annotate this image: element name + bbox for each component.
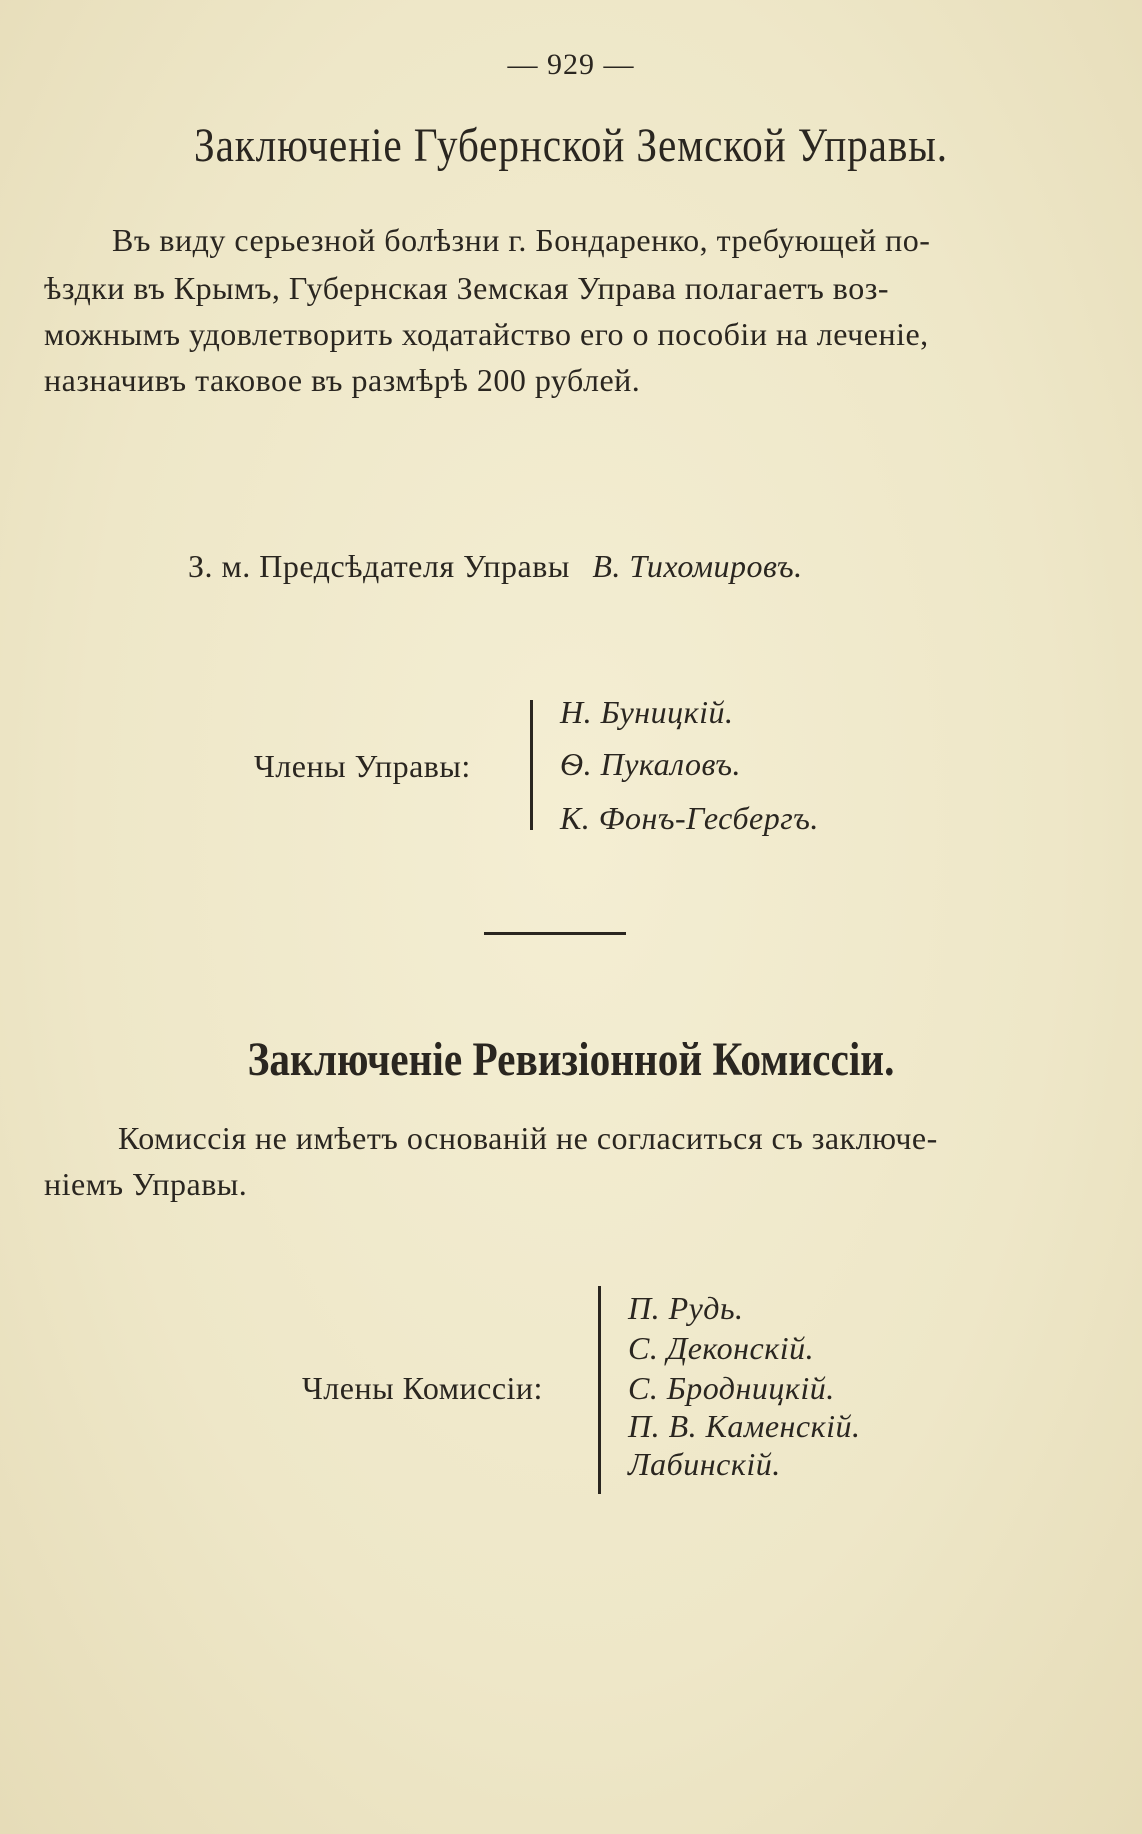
uprava-member: Ѳ. Пукаловъ.	[560, 746, 742, 782]
paragraph-line	[44, 270, 1040, 307]
chairman-title: З. м. Предсѣдателя Управы	[188, 548, 570, 584]
paragraph-line-text: Въ виду серьезной болѣзни г. Бондаренко, требующей по-	[112, 222, 931, 258]
paragraph-line-text: назначивъ таковое въ размѣрѣ 200 рублей.	[44, 362, 641, 398]
paragraph-line	[44, 1166, 247, 1203]
paragraph-line-text: ніемъ Управы.	[44, 1166, 248, 1202]
section-divider	[484, 932, 626, 935]
paragraph-line	[44, 316, 1040, 353]
chairman-signature	[188, 548, 803, 585]
chairman-name: В. Тихомировъ.	[592, 548, 803, 584]
komissiya-member: П. Рудь.	[628, 1290, 744, 1326]
paragraph-line	[44, 362, 640, 399]
section-title-uprava: Заключеніе Губернской Земской Управы.	[194, 119, 948, 172]
paragraph-line-text: Комиссія не имѣетъ основаній не согласиться съ заключе-	[118, 1120, 938, 1156]
brace	[598, 1286, 601, 1494]
paragraph-line-text: можнымъ удовлетворить ходатайство его о пособіи на леченіе,	[44, 316, 929, 352]
paragraph-line	[118, 1120, 1058, 1157]
section-title-komissiya: Заключеніе Ревизіонной Комиссіи.	[247, 1033, 895, 1086]
paragraph-line	[112, 222, 1040, 259]
komissiya-members-label: Члены Комиссіи:	[302, 1370, 543, 1406]
uprava-members-label: Члены Управы:	[254, 748, 471, 784]
page-number: — 929 —	[507, 48, 635, 81]
komissiya-member: П. В. Каменскій.	[628, 1408, 861, 1444]
paragraph-line-text: ѣздки въ Крымъ, Губернская Земская Управа полагаетъ воз-	[44, 270, 889, 306]
komissiya-member: С. Бродницкій.	[628, 1370, 835, 1406]
brace	[530, 700, 533, 830]
komissiya-member: Лабинскій.	[628, 1446, 781, 1482]
uprava-member: Н. Буницкій.	[560, 694, 734, 730]
uprava-member: К. Фонъ-Гесбергъ.	[560, 800, 819, 836]
komissiya-member: С. Деконскій.	[628, 1330, 815, 1366]
